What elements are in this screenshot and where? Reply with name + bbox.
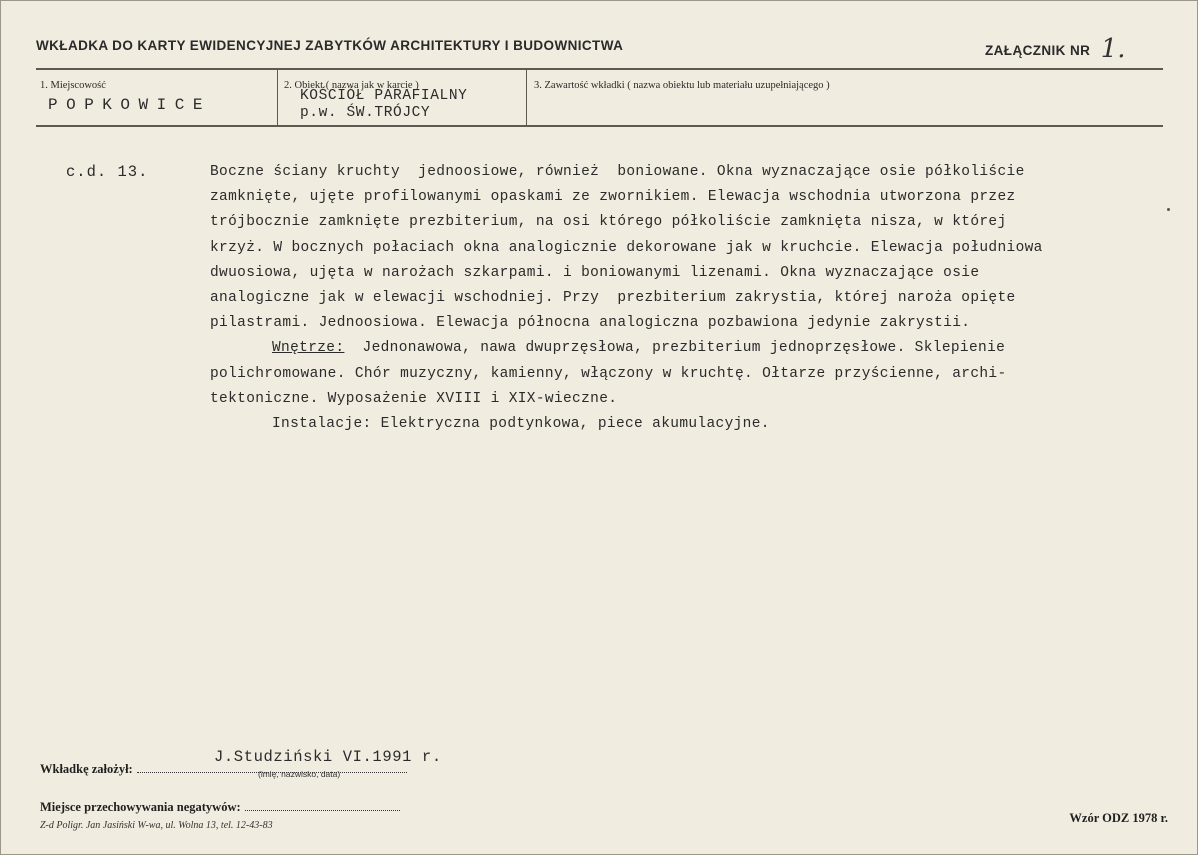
object-name-line-2: p.w. ŚW.TRÓJCY xyxy=(300,105,431,121)
table-bottom-rule xyxy=(36,125,1163,127)
interior-heading: Wnętrze: xyxy=(272,340,345,357)
attachment-number-block xyxy=(985,32,1126,62)
form-model: Wzór ODZ 1978 r. xyxy=(1069,811,1168,825)
paper-speck xyxy=(1167,208,1170,211)
attachment-number: 1. xyxy=(1100,34,1126,64)
locality-label: 1. Miejscowość xyxy=(40,80,106,91)
interior-text: Jednonawowa, nawa dwuprzęsłowa, prezbiterium jednoprzęsłowe. Sklepienie xyxy=(362,340,1006,357)
printer-imprint: Z-d Poligr. Jan Jasiński W-wa, ul. Wolna 13, tel. 12-43-83 xyxy=(40,820,273,831)
author-label: Wkładkę założył: xyxy=(40,762,133,776)
column-separator xyxy=(526,70,527,126)
table-top-rule xyxy=(36,68,1163,70)
description-text xyxy=(210,160,1150,437)
negatives-label: Miejsce przechowywania negatywów: xyxy=(40,800,241,814)
interior-line xyxy=(210,336,1150,361)
form-title: WKŁADKA DO KARTY EWIDENCYJNEJ ZABYTKÓW ARCHITEKTURY I BUDOWNICTWA xyxy=(36,38,624,53)
description-line: Boczne ściany kruchty jednoosiowe, również boniowane. Okna wyznaczające osie półkoliście xyxy=(210,164,1025,180)
interior-line: polichromowane. Chór muzyczny, kamienny, włączony w kruchtę. Ołtarze przyścienne, archi- xyxy=(210,365,1007,382)
column-separator xyxy=(277,70,278,126)
interior-line: tektoniczne. Wyposażenie XVIII i XIX-wieczne. xyxy=(210,390,618,407)
author-row xyxy=(40,760,407,778)
author-sublabel: (imię, nazwisko, data) xyxy=(258,769,341,779)
content-label: 3. Zawartość wkładki ( nazwa obiektu lub materiału uzupełniającego ) xyxy=(534,80,830,91)
negatives-dotted-line xyxy=(245,800,400,811)
installations-line: Instalacje: Elektryczna podtynkowa, piece akumulacyjne. xyxy=(272,416,770,433)
object-label: 2. Obiekt ( nazwa jak w karcie ) xyxy=(284,80,419,91)
continuation-reference: c.d. 13. xyxy=(66,163,149,181)
description-line: trójbocznie zamknięte prezbiterium, na osi którego półkoliście zamknięta nisza, w której xyxy=(210,214,1007,231)
description-line: zamknięte, ujęte profilowanymi opaskami ze zwornikiem. Elewacja wschodnia utworzona przez xyxy=(210,189,1016,206)
object-name-line-1: KOŚCIÓŁ PARAFIALNY xyxy=(300,88,468,104)
description-line: analogiczne jak w elewacji wschodniej. Przy prezbiterium zakrystia, której naroża opięte xyxy=(210,290,1016,307)
description-line: krzyż. W bocznych połaciach okna analogicznie dekorowane jak w kruchcie. Elewacja południowa xyxy=(210,239,1043,256)
attachment-label: ZAŁĄCZNIK NR xyxy=(985,43,1091,58)
description-line: dwuosiowa, ujęta w narożach szkarpami. i boniowanymi lizenami. Okna wyznaczające osie xyxy=(210,264,980,281)
locality-value: POPKOWICE xyxy=(48,96,211,114)
author-signature: J.Studziński VI.1991 r. xyxy=(214,748,442,766)
negatives-row xyxy=(40,798,400,816)
description-line: pilastrami. Jednoosiowa. Elewacja północna analogiczna pozbawiona jedynie zakrystii. xyxy=(210,315,971,332)
